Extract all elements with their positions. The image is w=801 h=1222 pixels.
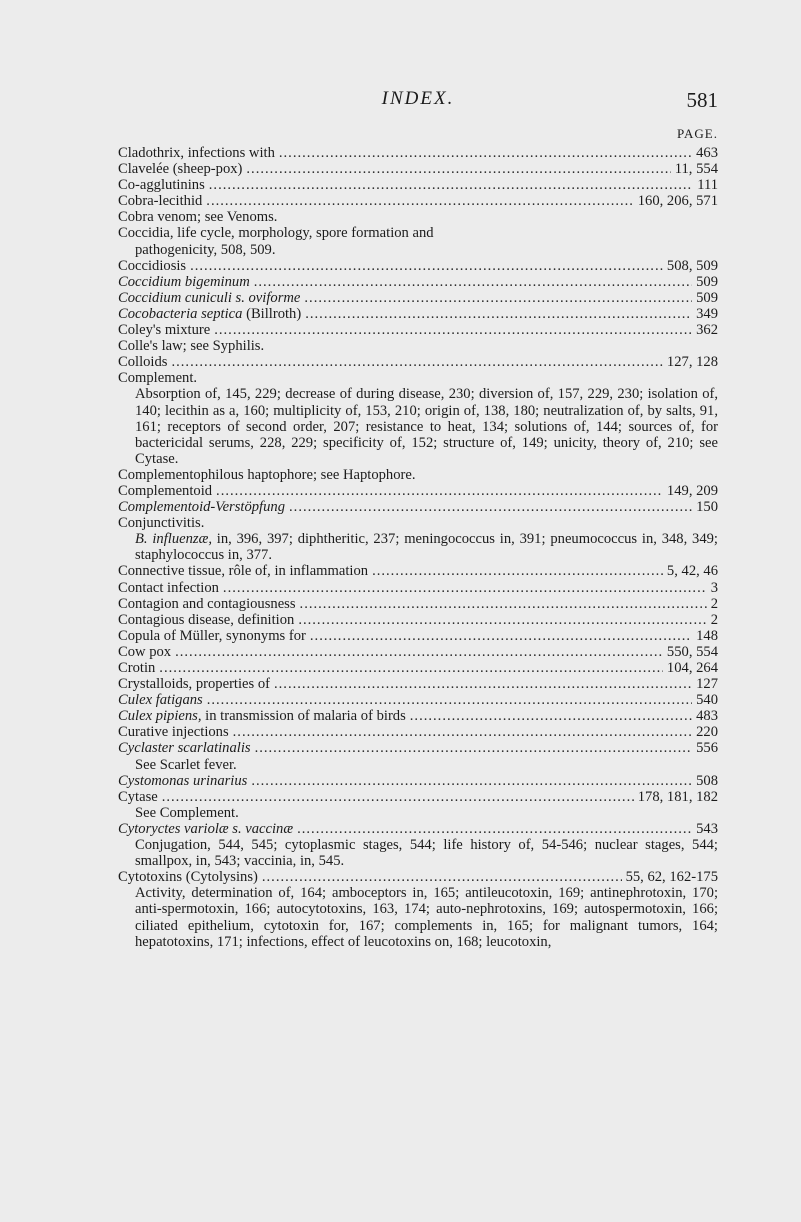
index-entry: Coccidia, life cycle, morphology, spore formation and [118,225,434,242]
dot-leader [300,596,707,612]
index-entries [118,145,718,950]
dot-leader [304,290,692,306]
index-entry [118,660,718,676]
dot-leader [298,612,706,628]
entry-pages: 220 [696,724,718,741]
entry-pages: 127, 128 [666,354,718,371]
entry-pages: 483 [696,708,718,725]
entry-term: Coley's mixture [118,322,211,339]
index-cross-reference: See Scarlet fever. [135,756,237,773]
entry-term: Contact infection [118,579,219,596]
entry-pages: 111 [697,177,718,194]
entry-pages: 550, 554 [666,643,718,660]
dot-leader [262,869,622,885]
subentry-text: in, 396, 397; diphtheritic, 237; meningococcus in, 391; pneumococcus in, 348, 349; staphylococcus in, 377. [135,531,718,564]
index-heading: Complement. [118,370,198,387]
entry-term [118,306,301,322]
entry-term-italic: Cocobacteria septica [118,305,243,322]
entry-term: Cyclaster scarlatinalis [118,740,251,757]
index-entry [118,612,718,628]
dot-leader [214,322,692,338]
index-entry [118,773,718,789]
entry-pages: 148 [696,627,718,644]
index-subentries [118,531,718,563]
index-entry [118,290,718,306]
entry-term: Cow pox [118,643,172,660]
entry-term: Cladothrix, infections with [118,145,275,161]
index-entry [118,161,718,177]
entry-term: Clavelée (sheep-pox) [118,161,243,178]
entry-pages: 150 [696,499,718,516]
dot-leader [162,789,634,805]
entry-pages: 160, 206, 571 [637,193,718,210]
index-entry [118,692,718,708]
entry-pages: 508 [696,772,718,789]
entry-pages: 362 [696,322,718,339]
entry-term: Crystalloids, properties of [118,676,270,693]
entry-term: Cytotoxins (Cytolysins) [118,869,258,886]
index-entry [118,322,718,338]
index-entry [118,789,718,805]
entry-term: Curative injections [118,724,229,741]
dot-leader [297,821,692,837]
index-entry [118,644,718,660]
entry-pages: 540 [696,692,718,709]
entry-pages: 11, 554 [674,161,718,178]
entry-pages: 508, 509 [666,257,718,274]
entry-pages: 349 [696,305,718,322]
dot-leader [246,161,670,177]
index-cross-reference: See Complement. [135,804,239,821]
dot-leader [274,676,692,692]
index-entry: Colle's law; see Syphilis. [118,338,265,355]
index-entry [118,869,718,885]
entry-term: Contagious disease, definition [118,611,295,628]
entry-term: Cystomonas urinarius [118,772,248,789]
subentry-italic: B. influenzæ, [135,531,212,548]
entry-term: Copula of Müller, synonyms for [118,627,306,644]
index-entry [118,628,718,644]
entry-term: Cytoryctes variolæ s. vaccinæ [118,820,294,837]
index-entry [118,708,718,724]
dot-leader [251,773,692,789]
dot-leader [159,660,663,676]
entry-term: Culex fatigans [118,692,203,709]
index-entry [118,580,718,596]
index-entry-continuation: pathogenicity, 508, 509. [135,241,276,258]
index-subentries: Absorption of, 145, 229; decrease of during disease, 230; diversion of, 157, 229, 230; isolation of, 140; lecithin as a, 160; multiplicity of, 153, 210; origin of, 138, 180; neutralization of, by salts, 91, 161; receptors of second order, 207; resistance to heat, 134; solutions of, 144; sources of, for bactericidal serums, 228, 229; specificity of, 152; structure of, 149; unicity, theory of, 210; see Cytase. [135,386,718,467]
dot-leader [255,740,693,756]
entry-term: Colloids [118,354,168,371]
dot-leader [310,628,692,644]
dot-leader [254,274,692,290]
index-entry [118,177,718,193]
entry-term: Cytase [118,788,158,805]
index-entry [118,354,718,370]
entry-term: Cobra-lecithid [118,193,203,210]
entry-term: Complementoid [118,482,213,499]
index-entry [118,563,718,579]
index-heading: Conjunctivitis. [118,515,205,532]
index-entry [118,258,718,274]
dot-leader [289,499,692,515]
index-entry: Complementophilous haptophore; see Haptophore. [118,466,416,483]
entry-pages: 2 [710,611,718,628]
index-subentries: Activity, determination of, 164; amboceptors in, 165; antileucotoxin, 169; antinephrotoxin, 170; anti-spermotoxin, 166; autocytotoxins, 163, 174; auto-nephrotoxins, 169; autospermotoxin, 166; ciliated epithelium, cytotoxin for, 167; complements in, 165; for malignant tumors, 164; hepatotoxins, 171; infections, effect of leucotoxins on, 168; leucotoxin, [135,885,718,950]
index-subentries: Conjugation, 544, 545; cytoplasmic stages, 544; life history of, 54-546; nuclear stages, 544; smallpox, in, 543; vaccinia, in, 545. [135,837,718,870]
entry-term-rest: in transmission of malaria of birds [201,708,406,725]
entry-pages: 5, 42, 46 [666,563,718,580]
index-entry [118,274,718,290]
entry-term-rest: (Billroth) [242,305,302,322]
entry-pages: 556 [696,740,718,757]
index-entry [118,145,718,161]
index-entry [118,596,718,612]
dot-leader [372,563,663,579]
entry-term: Complementoid-Verstöpfung [118,499,286,516]
entry-pages: 463 [696,145,718,161]
dot-leader [233,724,692,740]
dot-leader [223,580,707,596]
dot-leader [209,177,693,193]
running-head [118,88,718,116]
index-entry [118,483,718,499]
entry-term: Contagion and contagiousness [118,595,296,612]
entry-pages: 104, 264 [666,660,718,676]
entry-term: Coccidiosis [118,257,187,274]
entry-term [118,708,406,724]
index-entry [118,740,718,756]
entry-pages: 543 [696,820,718,837]
running-title: INDEX. [381,88,455,109]
entry-pages: 55, 62, 162-175 [625,869,718,886]
page-number: 581 [686,88,718,112]
dot-leader [206,193,633,209]
index-entry [118,724,718,740]
dot-leader [175,644,663,660]
dot-leader [305,306,692,322]
index-entry [118,676,718,692]
entry-pages: 3 [710,579,718,596]
entry-term: Coccidium bigeminum [118,273,250,290]
dot-leader [171,354,662,370]
entry-pages: 127 [696,676,718,693]
index-entry [118,499,718,515]
entry-pages: 178, 181, 182 [637,788,718,805]
dot-leader [190,258,663,274]
entry-term: Crotin [118,660,156,676]
entry-pages: 149, 209 [666,482,718,499]
index-entry [118,193,718,209]
dot-leader [216,483,663,499]
entry-term: Co-agglutinins [118,177,205,194]
entry-term: Coccidium cuniculi s. oviforme [118,289,301,306]
entry-pages: 509 [696,273,718,290]
page-column-label: PAGE. [676,126,718,141]
entry-term: Connective tissue, rôle of, in inflammation [118,563,369,580]
entry-pages: 509 [696,289,718,306]
entry-term-italic: Culex pipiens, [118,708,202,725]
entry-pages: 2 [710,595,718,612]
index-entry [118,821,718,837]
index-entry [118,306,718,322]
dot-leader [207,692,692,708]
index-entry: Cobra venom; see Venoms. [118,209,278,226]
dot-leader [410,708,692,724]
dot-leader [279,145,692,161]
